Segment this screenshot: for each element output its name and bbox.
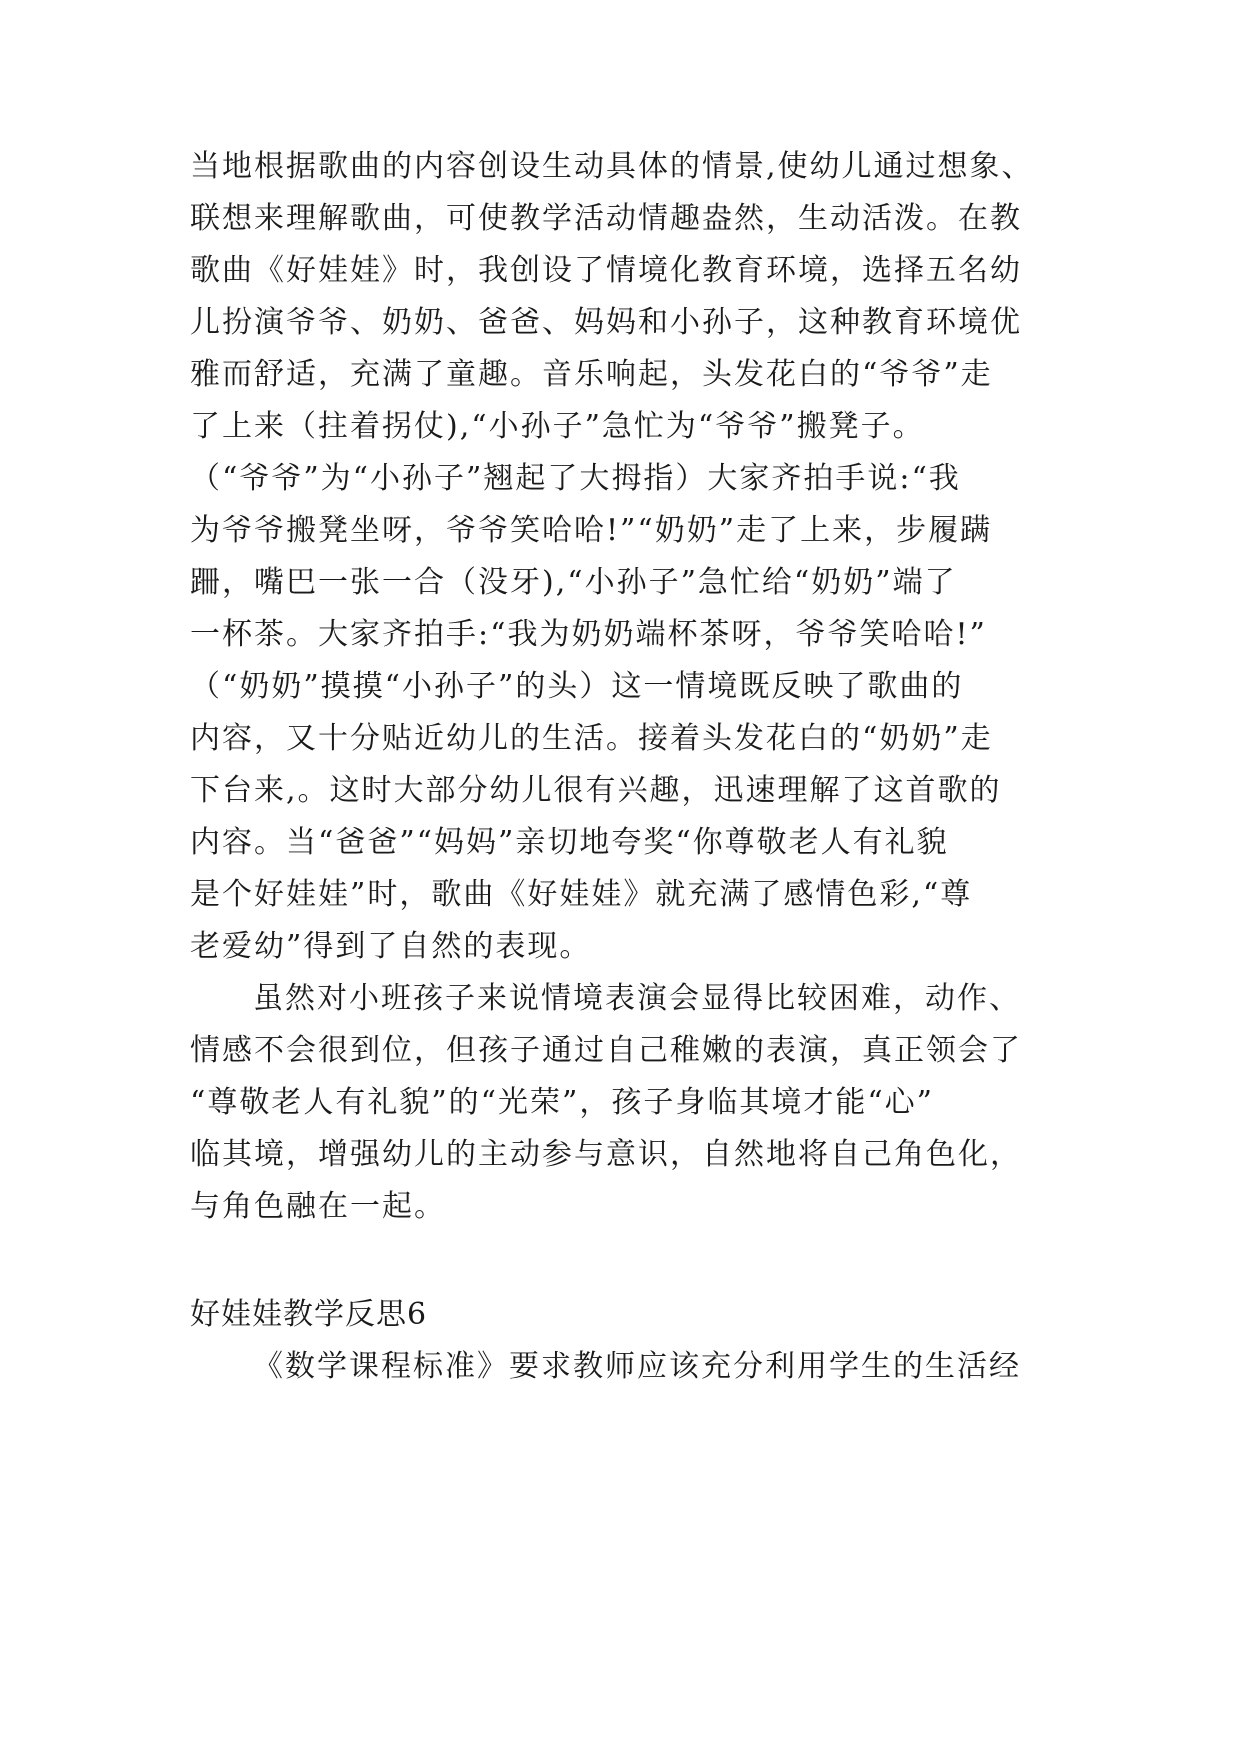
- paragraph-line: 虽然对小班孩子来说情境表演会显得比较困难，动作、: [253, 981, 1021, 1016]
- paragraph-line: 了上来（拄着拐仗),“小孙子”急忙为“爷爷”搬凳子。: [190, 409, 925, 444]
- paragraph-line: 儿扮演爷爷、奶奶、爸爸、妈妈和小孙子，这种教育环境优: [190, 305, 1022, 340]
- paragraph-line: 联想来理解歌曲，可使教学活动情趣盎然，生动活泼。在教: [190, 201, 1022, 236]
- paragraph-line: 歌曲《好娃娃》时，我创设了情境化教育环境，选择五名幼: [190, 253, 1022, 288]
- paragraph-line: 临其境，增强幼儿的主动参与意识，自然地将自己角色化，: [190, 1137, 1022, 1172]
- section-heading: 好娃娃教学反思6: [190, 1297, 428, 1332]
- paragraph-line: “尊敬老人有礼貌”的“光荣”，孩子身临其境才能“心”: [190, 1085, 935, 1120]
- paragraph-line: 老爱幼”得到了自然的表现。: [190, 929, 592, 964]
- paragraph-line: 内容，又十分贴近幼儿的生活。接着头发花白的“奶奶”走: [190, 721, 993, 756]
- paragraph-line: 下台来,。这时大部分幼儿很有兴趣，迅速理解了这首歌的: [190, 773, 1002, 808]
- paragraph-line: 内容。当“爸爸”“妈妈”亲切地夸奖“你尊敬老人有礼貌: [190, 825, 949, 860]
- paragraph-line: 跚，嘴巴一张一合（没牙),“小孙子”急忙给“奶奶”端了: [190, 565, 957, 600]
- paragraph-line: 雅而舒适，充满了童趣。音乐响起，头发花白的“爷爷”走: [190, 357, 993, 392]
- paragraph-line: 为爷爷搬凳坐呀，爷爷笑哈哈!”“奶奶”走了上来，步履蹒: [190, 513, 993, 548]
- paragraph-line: 一杯茶。大家齐拍手:“我为奶奶端杯茶呀，爷爷笑哈哈!”: [190, 617, 987, 652]
- paragraph-line: 是个好娃娃”时，歌曲《好娃娃》就充满了感情色彩,“尊: [190, 877, 973, 912]
- paragraph-line: 《数学课程标准》要求教师应该充分利用学生的生活经: [253, 1349, 1021, 1384]
- paragraph-line: 情感不会很到位，但孩子通过自己稚嫩的表演，真正领会了: [190, 1033, 1022, 1068]
- paragraph-line: （“爷爷”为“小孙子”翘起了大拇指）大家齐拍手说:“我: [190, 461, 961, 496]
- paragraph-line: （“奶奶”摸摸“小孙子”的头）这一情境既反映了歌曲的: [190, 669, 964, 704]
- paragraph-line: 当地根据歌曲的内容创设生动具体的情景,使幼儿通过想象、: [190, 149, 1034, 184]
- paragraph-line: 与角色融在一起。: [190, 1189, 446, 1224]
